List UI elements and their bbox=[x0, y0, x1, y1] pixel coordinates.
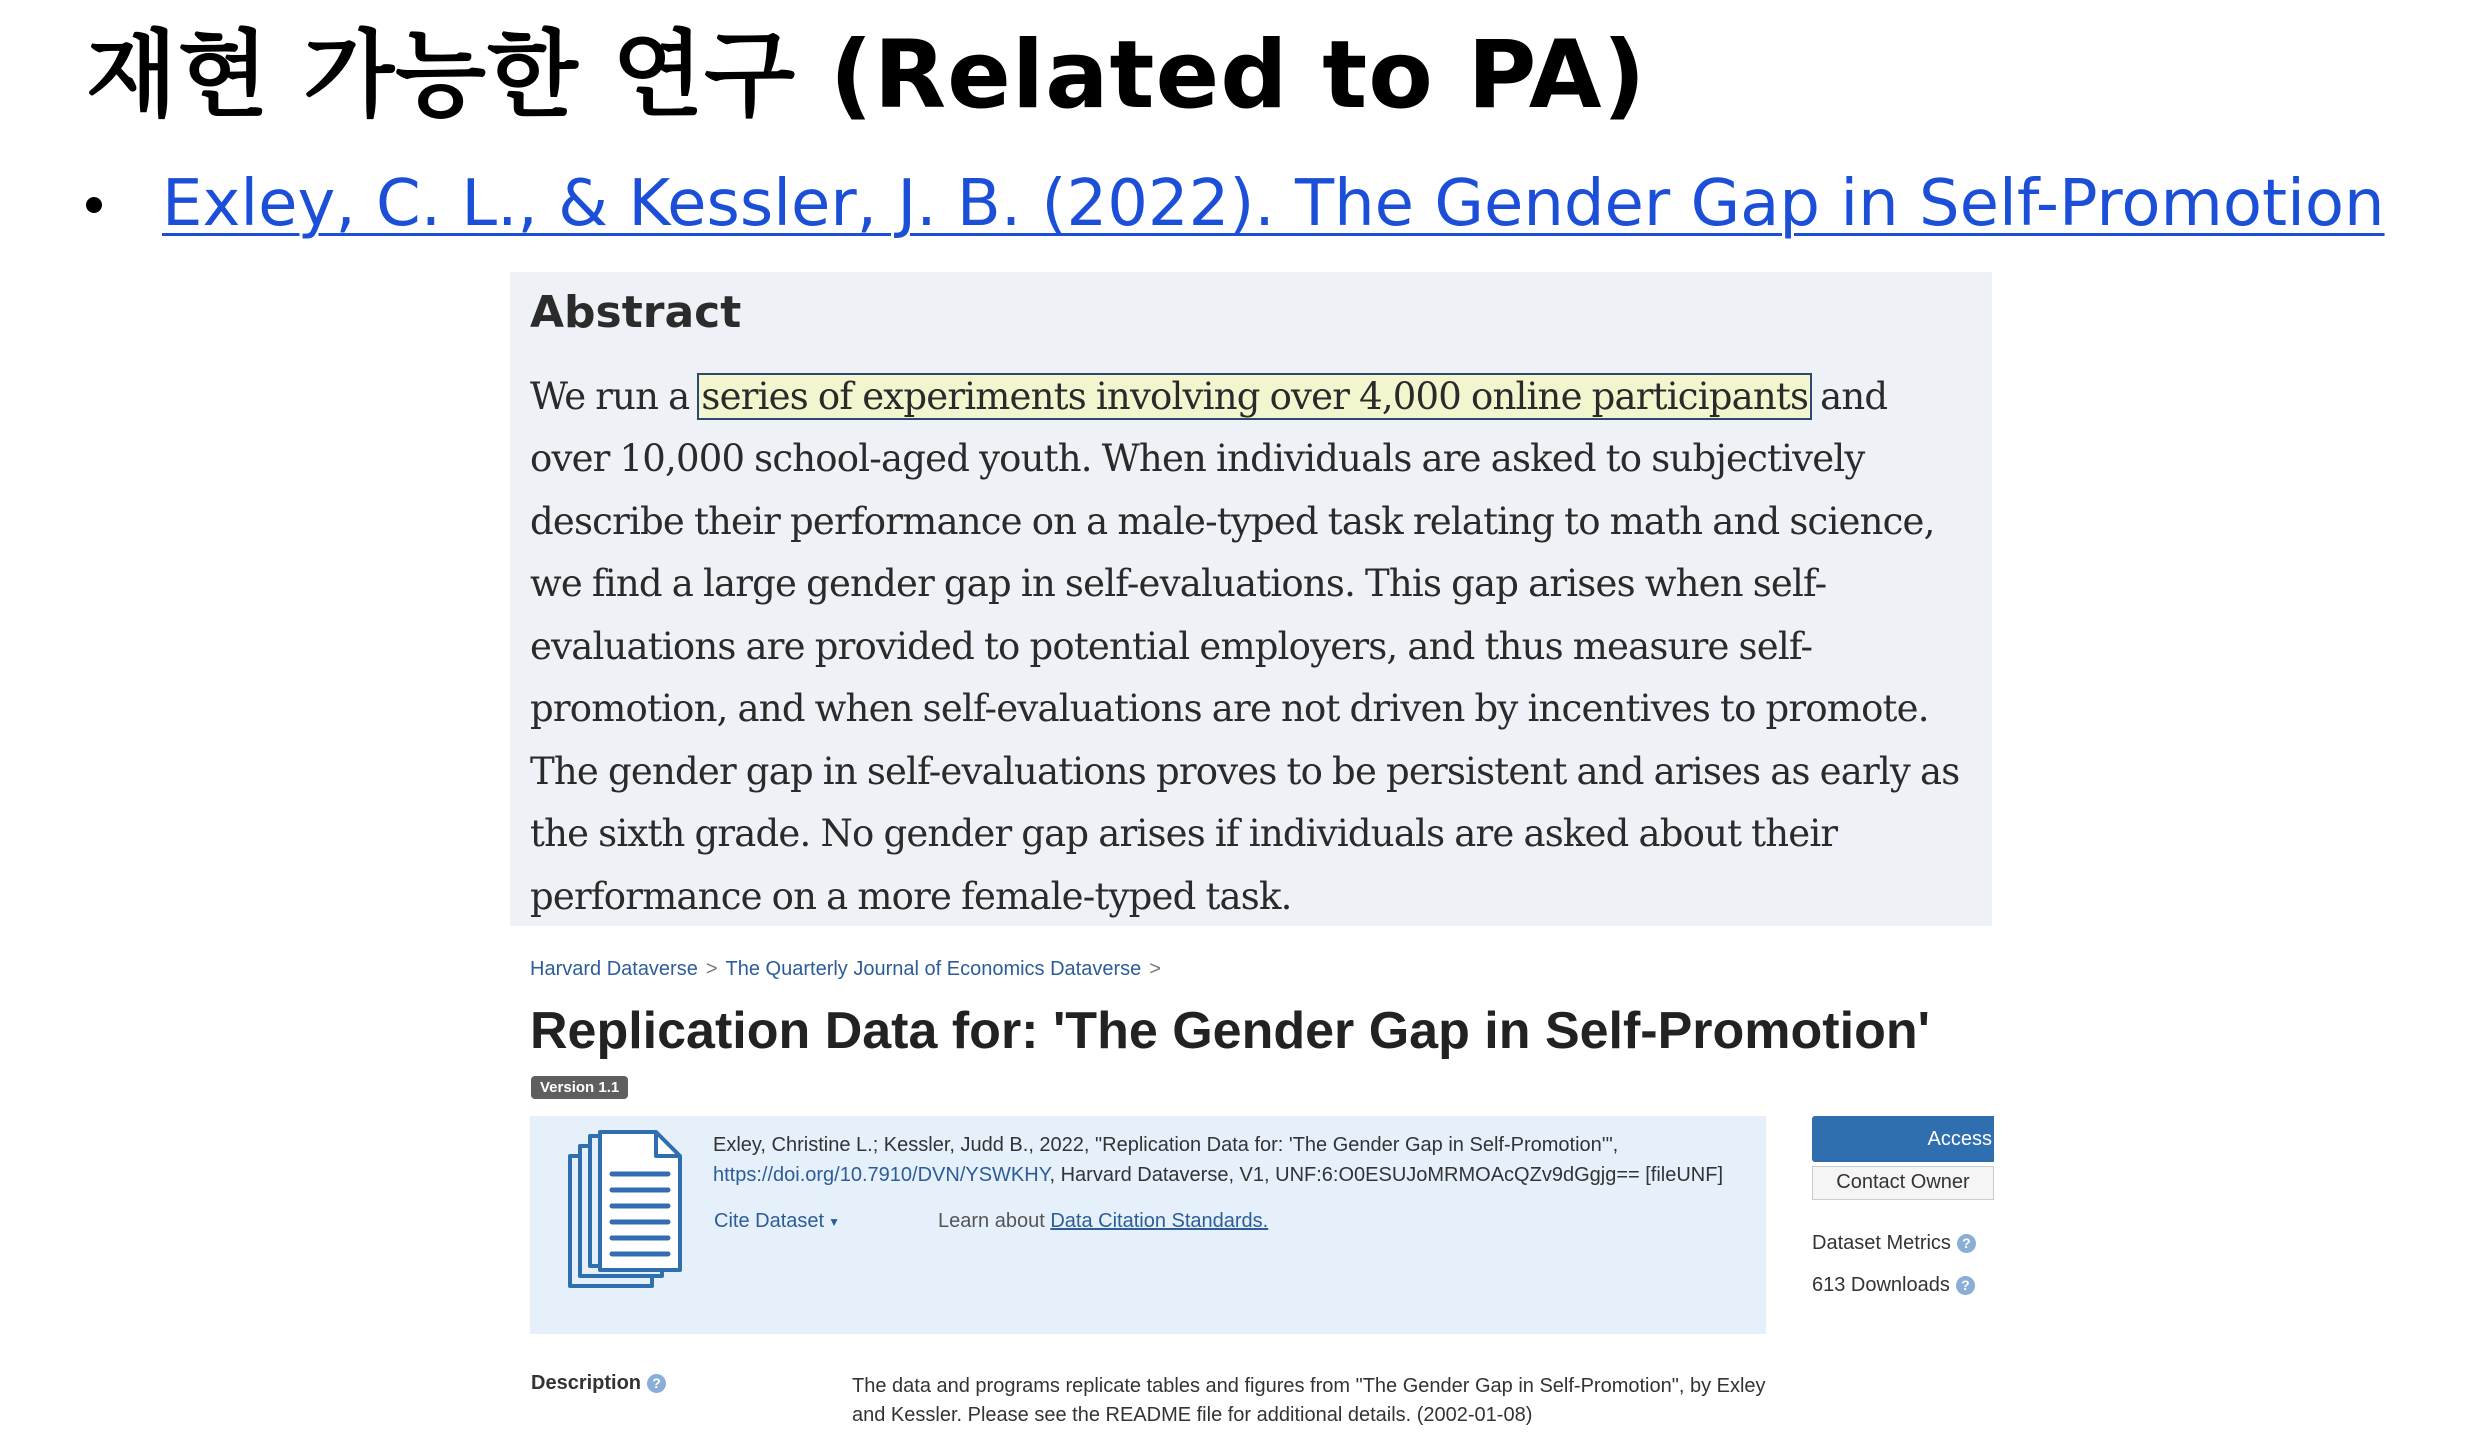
document-stack-icon bbox=[566, 1130, 684, 1296]
reference-bullet bbox=[86, 168, 2385, 242]
description-text: The data and programs replicate tables and figures from "The Gender Gap in Self-Promotion", by Exley and Kessler. Please see the README file for additional details. (2002-01-08) bbox=[852, 1375, 1766, 1426]
help-icon[interactable]: ? bbox=[1957, 1234, 1976, 1253]
cite-dataset-dropdown[interactable] bbox=[714, 1210, 840, 1233]
citation-doi-link[interactable]: https://doi.org/10.7910/DVN/YSWKHY bbox=[713, 1164, 1050, 1186]
breadcrumb-harvard-dataverse[interactable]: Harvard Dataverse bbox=[530, 958, 698, 980]
abstract-heading: Abstract bbox=[530, 287, 742, 338]
dataset-title: Replication Data for: 'The Gender Gap in Self-Promotion' bbox=[530, 1002, 1930, 1060]
dataset-metrics-label: Dataset Metrics bbox=[1812, 1232, 1951, 1254]
caret-down-icon: ▼ bbox=[828, 1214, 840, 1229]
access-button[interactable]: Access bbox=[1812, 1116, 1994, 1162]
data-citation-standards-link[interactable]: Data Citation Standards. bbox=[1050, 1210, 1269, 1232]
description-label-text: Description bbox=[531, 1372, 642, 1394]
downloads-count bbox=[1812, 1274, 1975, 1297]
citation-box bbox=[530, 1116, 1766, 1334]
abstract-highlight: series of experiments involving over 4,000 online participants bbox=[701, 374, 1809, 418]
breadcrumb-qje-dataverse[interactable]: The Quarterly Journal of Economics Dataverse bbox=[725, 958, 1142, 980]
abstract-text-rest: and over 10,000 school-aged youth. When individuals are asked to subjectively describe their performance on a male-typed task relating to math and science, we find a large gender gap in self-evaluations. This gap arises when self-evaluations are provided to potential employers, and thus measure self-promotion, and when self-evaluations are not driven by incentives to promote. The gender gap in self-evaluations proves to be persistent and arises as early as the sixth grade. No gender gap arises if individuals are asked about their performance on a more female-typed task. bbox=[530, 374, 1960, 918]
dataset-metrics bbox=[1812, 1232, 1976, 1255]
help-icon[interactable]: ? bbox=[647, 1374, 666, 1393]
abstract-text-start: We run a bbox=[530, 374, 700, 418]
breadcrumb-separator: > bbox=[705, 958, 718, 980]
help-icon[interactable]: ? bbox=[1956, 1276, 1975, 1295]
cite-dataset-label: Cite Dataset bbox=[714, 1210, 825, 1232]
slide-title: 재현 가능한 연구 (Related to PA) bbox=[86, 21, 1647, 130]
breadcrumb-separator: > bbox=[1149, 958, 1161, 980]
learn-about bbox=[938, 1210, 1268, 1233]
downloads-label: 613 Downloads bbox=[1812, 1274, 1950, 1296]
bullet-dot bbox=[86, 197, 102, 213]
contact-owner-button[interactable]: Contact Owner bbox=[1812, 1166, 1994, 1200]
abstract-panel bbox=[510, 272, 1992, 926]
reference-link[interactable]: Exley, C. L., & Kessler, J. B. (2022). The Gender Gap in Self-Promotion bbox=[162, 167, 2385, 241]
dataset-citation bbox=[713, 1130, 1753, 1190]
learn-about-prefix: Learn about bbox=[938, 1210, 1051, 1232]
version-badge: Version 1.1 bbox=[531, 1076, 628, 1099]
description-label bbox=[531, 1372, 666, 1395]
citation-suffix: , Harvard Dataverse, V1, UNF:6:O0ESUJoMRMOAcQZv9dGgjg== [fileUNF] bbox=[1049, 1164, 1724, 1186]
breadcrumb bbox=[530, 958, 1169, 981]
abstract-body bbox=[530, 366, 1972, 929]
citation-authors: Exley, Christine L.; Kessler, Judd B., 2022, "Replication Data for: 'The Gender Gap in Self-Promotion'", bbox=[713, 1134, 1619, 1156]
